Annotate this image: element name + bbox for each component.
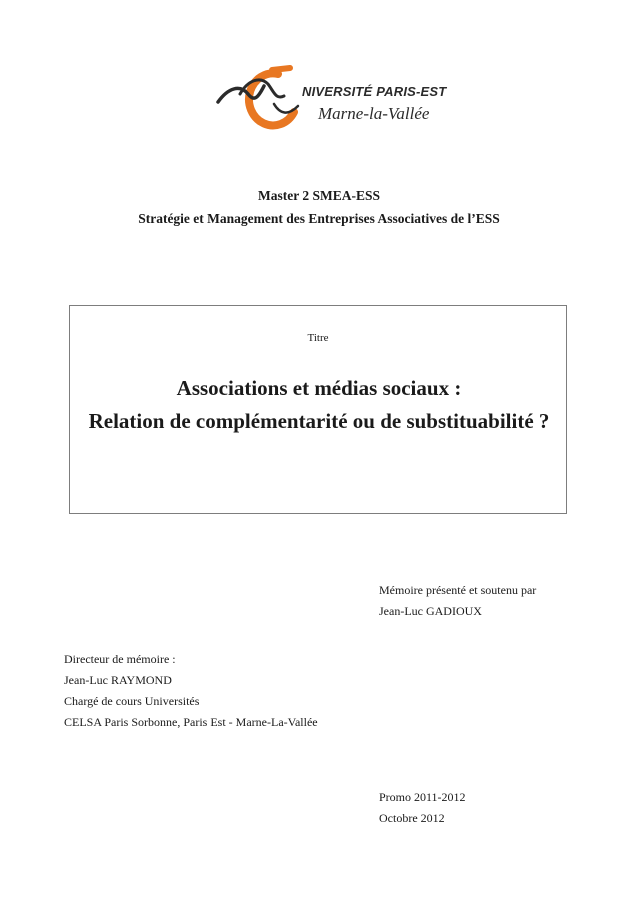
author-block bbox=[379, 580, 536, 622]
director-name: Jean-Luc RAYMOND bbox=[64, 673, 172, 687]
director-label: Directeur de mémoire : bbox=[64, 652, 176, 666]
director-role: Chargé de cours Universités bbox=[64, 694, 200, 708]
thesis-title bbox=[58, 372, 580, 438]
director-affiliation: CELSA Paris Sorbonne, Paris Est - Marne-La-Vallée bbox=[64, 715, 318, 729]
program-title: Stratégie et Management des Entreprises Associatives de l’ESS bbox=[138, 211, 500, 226]
logo-campus-name: Marne-la-Vallée bbox=[318, 104, 430, 123]
title-box bbox=[69, 305, 567, 514]
title-label: Titre bbox=[307, 332, 329, 344]
thesis-title-line1: Associations et médias sociaux : bbox=[176, 376, 462, 400]
university-logo bbox=[214, 62, 446, 140]
logo-mark-icon bbox=[214, 62, 446, 140]
author-intro: Mémoire présenté et soutenu par bbox=[379, 583, 537, 597]
author-name: Jean-Luc GADIOUX bbox=[379, 604, 482, 618]
director-block bbox=[64, 649, 318, 733]
master-title: Master 2 SMEA-ESS bbox=[257, 188, 380, 203]
thesis-title-line2: Relation de complémentarité ou de substituabilité ? bbox=[88, 409, 550, 433]
promo-block bbox=[379, 787, 466, 829]
promo-date: Octobre 2012 bbox=[379, 811, 445, 825]
logo-university-name: NIVERSITÉ PARIS-EST bbox=[302, 84, 447, 99]
promo-year: Promo 2011-2012 bbox=[379, 790, 466, 804]
